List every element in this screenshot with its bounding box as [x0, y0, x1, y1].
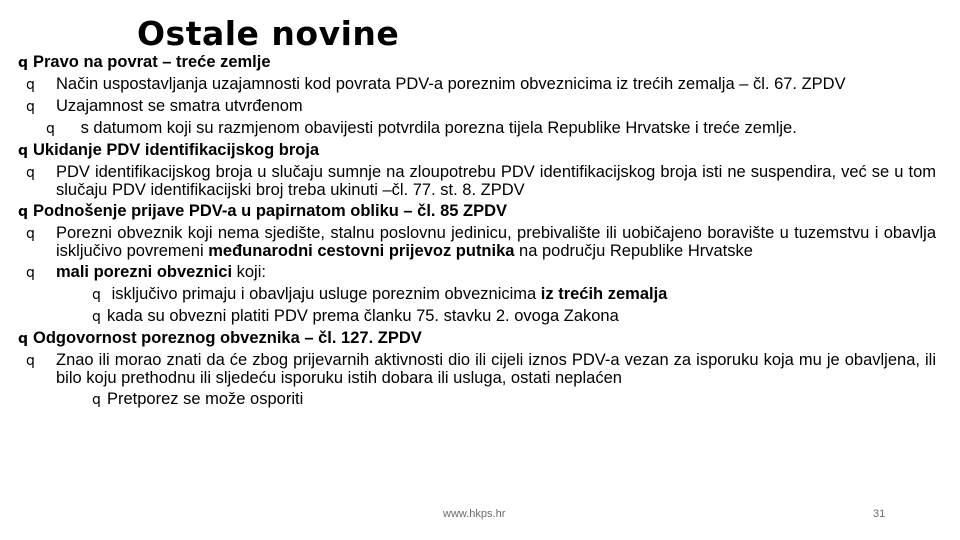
bullet-znao-ili-morao: q Znao ili morao znati da će zbog prijevarnih aktivnosti dio ili cijeli iznos PDV-a vezan za isporuku koja mu je obavljena, ili bilo koju prethodnu ili sljedeću isporuku istih dobara ili usluga, ostati neplaćen: [26, 351, 936, 387]
bullet-icon: q: [92, 392, 101, 408]
bullet-pretporez: q Pretporez se može osporiti: [92, 390, 304, 408]
bullet-kada-su-obvezni: q kada su obvezni platiti PDV prema članku 75. stavku 2. ovoga Zakona: [92, 307, 619, 325]
bullet-nacin-uspostavljanja: q Način uspostavljanja uzajamnosti kod povrata PDV-a poreznim obveznicima iz trećih zemalja – čl. 67. ZPDV: [26, 75, 846, 93]
bullet-icon: q: [18, 143, 29, 159]
slide-title: Ostale novine: [137, 14, 400, 53]
page-number: 31: [873, 508, 886, 520]
bullet-heading-odgovornost: q Odgovornost poreznog obveznika – čl. 127. ZPDV: [18, 329, 422, 347]
bullet-icon: q: [26, 353, 35, 369]
bullet-icon: q: [26, 99, 35, 115]
bullet-s-datumom: q s datumom koji su razmjenom obavijesti potvrdila porezna tijela Republike Hrvatske i treće zemlje.: [46, 119, 797, 137]
bullet-icon: q: [46, 121, 55, 137]
bullet-iskljucivo-primaju: q isključivo primaju i obavljaju usluge poreznim obveznicima iz trećih zemalja: [92, 285, 668, 303]
bullet-heading-podnosenje: q Podnošenje prijave PDV-a u papirnatom obliku – čl. 85 ZPDV: [18, 202, 508, 220]
bullet-pdv-suspendira: q PDV identifikacijskog broja u slučaju sumnje na zloupotrebu PDV identifikacijskog broja isti ne suspendira, već se u tom slučaju PDV identifikacijski broj treba ukinuti –čl. 77. st. 8. ZPDV: [26, 163, 936, 199]
bullet-heading-ukidanje: q Ukidanje PDV identifikacijskog broja: [18, 141, 320, 159]
bullet-icon: q: [26, 165, 35, 181]
bullet-heading-povrat: q Pravo na povrat – treće zemlje: [18, 53, 271, 71]
bullet-porezni-obveznik: q Porezni obveznik koji nema sjedište, stalnu poslovnu jedinicu, prebivalište ili uobičajeno boravište u tuzemstvu i obavlja isključivo povremeni međunarodni cestovni prijevoz putnika na području Republike Hrvatske: [26, 224, 936, 260]
bullet-mali-obveznici: q mali porezni obveznici koji:: [26, 263, 266, 281]
bullet-icon: q: [26, 77, 35, 93]
bullet-icon: q: [26, 265, 35, 281]
bullet-icon: q: [92, 309, 101, 325]
slide-content: [18, 54, 936, 413]
bullet-icon: q: [92, 287, 101, 303]
bullet-icon: q: [18, 204, 29, 220]
bullet-icon: q: [18, 55, 29, 71]
bullet-icon: q: [18, 331, 29, 347]
footer-url: www.hkps.hr: [443, 508, 506, 520]
bullet-uzajamnost: q Uzajamnost se smatra utvrđenom: [26, 97, 303, 115]
bullet-icon: q: [26, 226, 35, 242]
